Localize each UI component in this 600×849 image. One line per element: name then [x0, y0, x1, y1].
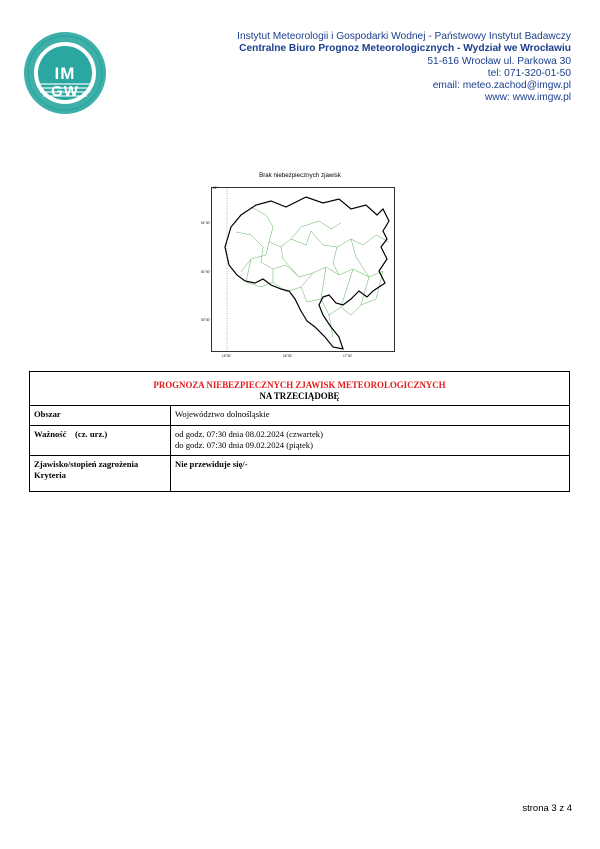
area-label: Obszar — [30, 406, 171, 425]
corner-label: 51° — [213, 186, 218, 190]
phenomenon-label-line1: Zjawisko/stopień zagrożenia — [34, 459, 139, 469]
validity-value — [171, 426, 569, 455]
phenomenon-label — [30, 456, 171, 491]
lat-label: 51°00' — [201, 270, 210, 274]
lat-label: 50°30' — [201, 318, 210, 322]
area-value: Województwo dolnośląskie — [175, 409, 270, 419]
phone: tel: 071-320-01-50 — [487, 67, 571, 79]
lon-label: 17°30' — [343, 354, 352, 358]
lon-label: 15°30' — [222, 354, 231, 358]
website[interactable]: www: www.imgw.pl — [484, 92, 571, 104]
lat-label: 51°30' — [201, 221, 210, 225]
lon-label: 16°30' — [283, 354, 292, 358]
bureau-name: Centralne Biuro Prognoz Meteorologicznych - Wydział we Wrocławiu — [239, 43, 571, 55]
table-row-validity — [30, 426, 569, 456]
validity-label: Ważność (cz. urz.) — [30, 426, 171, 455]
phenomenon-label-line2: Kryteria — [34, 470, 66, 480]
validity-from: od godz. 07:30 dnia 08.02.2024 (czwartek) — [175, 429, 323, 439]
svg-text:IM: IM — [54, 64, 76, 83]
imgw-logo — [26, 34, 104, 112]
forecast-subtitle: NA TRZECIĄDOBĘ — [259, 391, 340, 401]
table-row-area — [30, 406, 569, 426]
page-number: strona 3 z 4 — [522, 803, 572, 814]
institution-header — [237, 31, 571, 105]
table-row-phenomenon — [30, 456, 569, 491]
validity-to: do godz. 07:30 dnia 09.02.2024 (piątek) — [175, 440, 313, 450]
warning-map — [201, 186, 395, 365]
svg-text:GW: GW — [51, 83, 79, 100]
phenomenon-value: Nie przewiduje się/- — [175, 459, 248, 469]
address: 51-616 Wrocław ul. Parkowa 30 — [427, 55, 571, 67]
forecast-table — [29, 371, 570, 492]
map-title: Brak niebezpiecznych zjawisk — [259, 172, 341, 179]
institute-name: Instytut Meteorologii i Gospodarki Wodnej - Państwowy Instytut Badawczy — [237, 31, 571, 42]
forecast-header — [30, 372, 569, 406]
map-graphic — [201, 186, 395, 365]
email[interactable]: email: meteo.zachod@imgw.pl — [432, 80, 571, 92]
forecast-title: PROGNOZA NIEBEZPIECZNYCH ZJAWISK METEOROLOGICZNYCH — [153, 380, 446, 390]
imgw-logo-graphic — [26, 34, 104, 112]
